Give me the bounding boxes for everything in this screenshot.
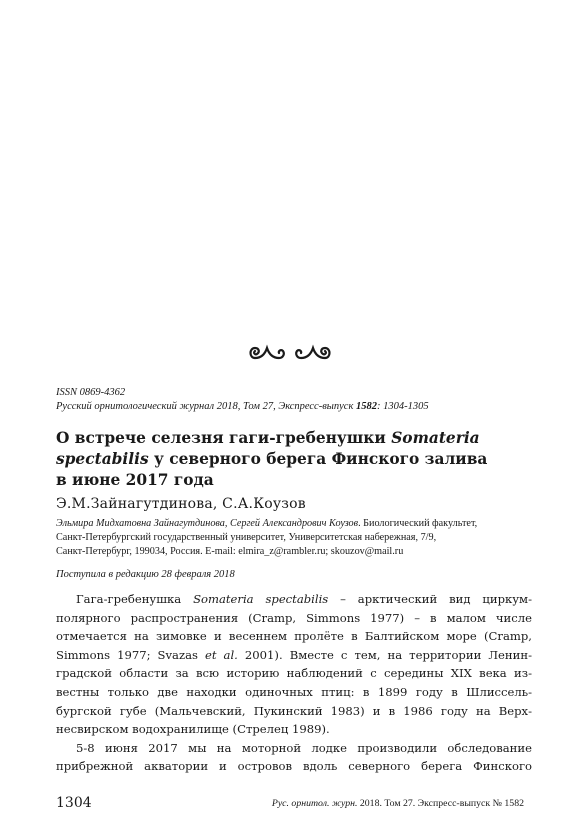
title-species-genus: Somateria <box>391 429 480 447</box>
journal-abbrev: Рус. орнитол. журн. <box>271 798 358 809</box>
page-number: 1304 <box>56 795 92 811</box>
title-line-3: в июне 2017 года <box>56 471 214 489</box>
fleuron-icon <box>245 340 335 364</box>
body-line: градской области за всю историю наблюдений с середины XIX века из- <box>56 666 532 681</box>
body-text: 2001). Вместе с тем, на территории Ленин- <box>237 647 532 662</box>
body-text: Гага-гребенушка <box>76 592 194 606</box>
body-line: бургской губе (Мальчевский, Пукинский 1983) и в 1986 году на Верх- <box>56 703 532 718</box>
citation-line <box>56 400 526 414</box>
title-line-2 <box>56 449 532 470</box>
affiliation-line-3: Санкт-Петербург, 199034, Россия. E-mail: elmira_z@rambler.ru; skouzov@mail.ru <box>56 546 404 557</box>
running-footer <box>272 798 524 809</box>
citation-pages: : 1304-1305 <box>377 401 429 412</box>
title-text: О встрече селезня гаги-гребенушки <box>56 429 392 447</box>
article-title <box>56 428 532 491</box>
body-line: 5-8 июня 2017 мы на моторной лодке производили обследование <box>76 740 532 755</box>
issn-text: ISSN 0869-4362 <box>56 387 126 398</box>
species-name: Somateria spectabilis <box>193 592 329 606</box>
et-al: et al. <box>204 647 238 662</box>
journal-issue: 2018. Том 27. Экспресс-выпуск № 1582 <box>357 798 524 809</box>
body-line: полярного распространения (Cramp, Simmons 1977) – в малом числе <box>56 610 532 625</box>
affiliation-text: . Биологический факультет, <box>358 518 478 529</box>
received-date: Поступила в редакцию 28 февраля 2018 <box>56 569 235 580</box>
authors: Э.М.Зайнагутдинова, С.А.Коузов <box>56 496 306 512</box>
citation-prefix: Русский орнитологический журнал 2018, Том 27, Экспресс-выпуск <box>56 401 356 412</box>
body-line: прибрежной акватории и островов вдоль северного берега Финского <box>56 759 532 774</box>
affiliation-line-2: Санкт-Петербургский государственный университет, Университетская набережная, 7/9, <box>56 532 437 543</box>
body-text: Simmons 1977; Svazas <box>56 647 205 662</box>
affiliation <box>56 517 532 559</box>
title-species-epithet: spectabilis <box>56 450 149 468</box>
body-line: отмечается на зимовке и весеннем пролёте в Балтийском море (Cramp, <box>56 629 532 644</box>
affiliation-names: Эльмира Мидхатовна Зайнагутдинова, Сергей Александрович Коузов <box>56 518 359 529</box>
title-line-1 <box>56 428 532 449</box>
body-line <box>56 646 532 665</box>
body-text: – арктический вид циркум- <box>328 592 532 606</box>
ornament-divider <box>0 340 580 368</box>
body-line: несвирском водохранилище (Стрелец 1989). <box>56 722 330 737</box>
body-line <box>56 590 532 609</box>
article-body <box>56 590 532 776</box>
citation-block <box>56 386 526 414</box>
affiliation-line-1 <box>56 517 532 531</box>
issue-number: 1582 <box>356 401 377 412</box>
body-line: вестны только две находки одиночных птиц: в 1899 году в Шлиссель- <box>56 684 532 699</box>
title-text: у северного берега Финского залива <box>148 450 488 468</box>
